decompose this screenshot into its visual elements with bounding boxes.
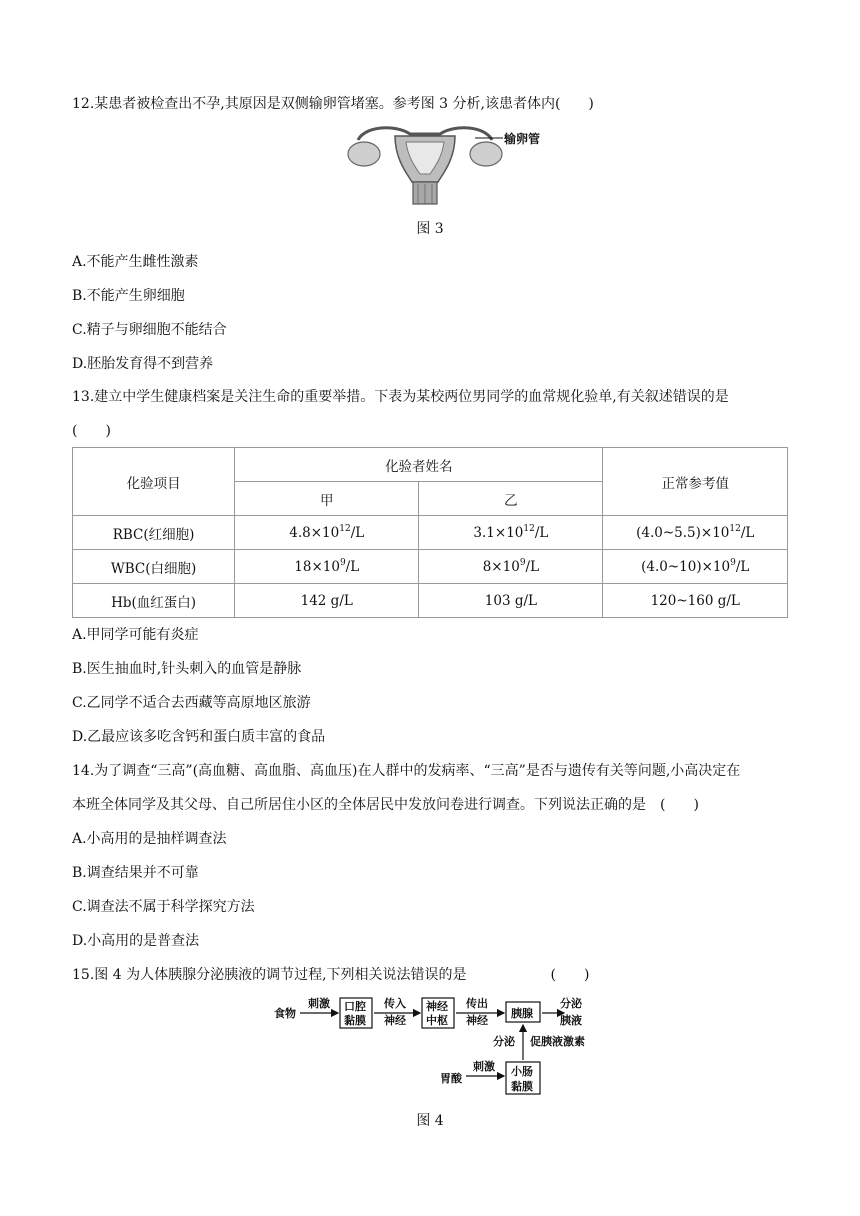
efferent-line2: 神经 [466,1014,488,1027]
row-rbc-b: $3.1\times 10^{12}/L$ [419,516,603,550]
q12-option-c: C.精子与卵细胞不能结合 [72,322,227,338]
uterus-illustration [348,128,503,204]
secrete-label: 分泌 [493,1035,515,1048]
stimulate-label-1: 刺激 [308,997,330,1010]
food-label: 食物 [274,1007,296,1020]
row-hb-ref: 120~160 g/L [603,584,788,618]
q12-option-a: A.不能产生雌性激素 [72,254,199,270]
figure3-caption: 图 3 [416,221,444,237]
q14-option-d: D.小高用的是普查法 [72,933,200,949]
table-row [73,550,788,584]
row-wbc-b: $8\times 10^9/L$ [419,550,603,584]
nerve-center-line2: 中枢 [426,1014,448,1027]
nerve-center-line1: 神经 [426,1000,448,1013]
figure4-caption: 图 4 [416,1113,444,1129]
q14-stem-line2: 本班全体同学及其父母、自己所居住小区的全体居民中发放问卷进行调查。下列说法正确的是 ( ) [72,797,699,813]
row-hb-item: Hb(血红蛋白) [73,584,235,618]
row-rbc-ref: $(4.0\sim 5.5)\times 10^{12}/L$ [603,516,788,550]
oviduct-label: 输卵管 [504,132,540,146]
row-wbc-item: WBC(白细胞) [73,550,235,584]
q14-option-c: C.调查法不属于科学探究方法 [72,899,255,915]
header-person-b: 乙 [419,482,603,516]
mouth-mucosa-line1: 口腔 [344,1000,366,1013]
row-hb-b: 103 g/L [419,584,603,618]
small-intestine-line1: 小肠 [511,1065,533,1078]
row-wbc-a: $18\times 10^9/L$ [235,550,419,584]
mouth-mucosa-line2: 黏膜 [344,1014,366,1027]
table-row [73,516,788,550]
q14-option-a: A.小高用的是抽样调查法 [72,831,227,847]
afferent-line2: 神经 [384,1014,406,1027]
q15-stem: 15.图 4 为人体胰腺分泌胰液的调节过程,下列相关说法错误的是 ( ) [72,967,590,983]
stomach-acid-label: 胃酸 [440,1072,462,1085]
header-item: 化验项目 [73,448,235,516]
header-person-a: 甲 [235,482,419,516]
q12-option-d: D.胚胎发育得不到营养 [72,356,214,372]
q13-stem-line1: 13.建立中学生健康档案是关注生命的重要举措。下表为某校两位男同学的血常规化验单,有关叙述错误的是 [72,389,729,405]
blood-test-table [72,447,788,618]
q14-stem-line1: 14.为了调查“三高”(高血糖、高血脂、高血压)在人群中的发病率、“三高”是否与遗传有关等问题,小高决定在 [72,763,741,779]
secrete-juice-line2: 胰液 [560,1014,582,1027]
secrete-juice-line1: 分泌 [560,997,582,1010]
q13-stem-line2: ( ) [72,423,111,439]
row-hb-a: 142 g/L [235,584,419,618]
q12-stem: 12.某患者被检查出不孕,其原因是双侧输卵管堵塞。参考图 3 分析,该患者体内( ) [72,96,594,112]
row-rbc-a: $4.8\times 10^{12}/L$ [235,516,419,550]
q13-option-c: C.乙同学不适合去西藏等高原地区旅游 [72,695,311,711]
pancreas-label: 胰腺 [511,1007,533,1020]
stimulate-label-2: 刺激 [473,1060,495,1073]
uterus-figure [340,120,540,206]
q12-option-b: B.不能产生卵细胞 [72,288,185,304]
header-reference: 正常参考值 [603,448,788,516]
q13-option-b: B.医生抽血时,针头刺入的血管是静脉 [72,661,302,677]
q13-option-d: D.乙最应该多吃含钙和蛋白质丰富的食品 [72,729,326,745]
table-row [73,584,788,618]
efferent-line1: 传出 [466,997,488,1010]
small-intestine-line2: 黏膜 [511,1080,533,1093]
q13-option-a: A.甲同学可能有炎症 [72,627,199,643]
row-wbc-ref: $(4.0\sim 10)\times 10^9/L$ [603,550,788,584]
q14-option-b: B.调查结果并不可靠 [72,865,199,881]
pancreas-regulation-diagram [268,992,608,1100]
header-name: 化验者姓名 [235,448,603,482]
afferent-line1: 传入 [384,997,406,1010]
row-rbc-item: RBC(红细胞) [73,516,235,550]
hormone-label: 促胰液激素 [530,1035,585,1048]
